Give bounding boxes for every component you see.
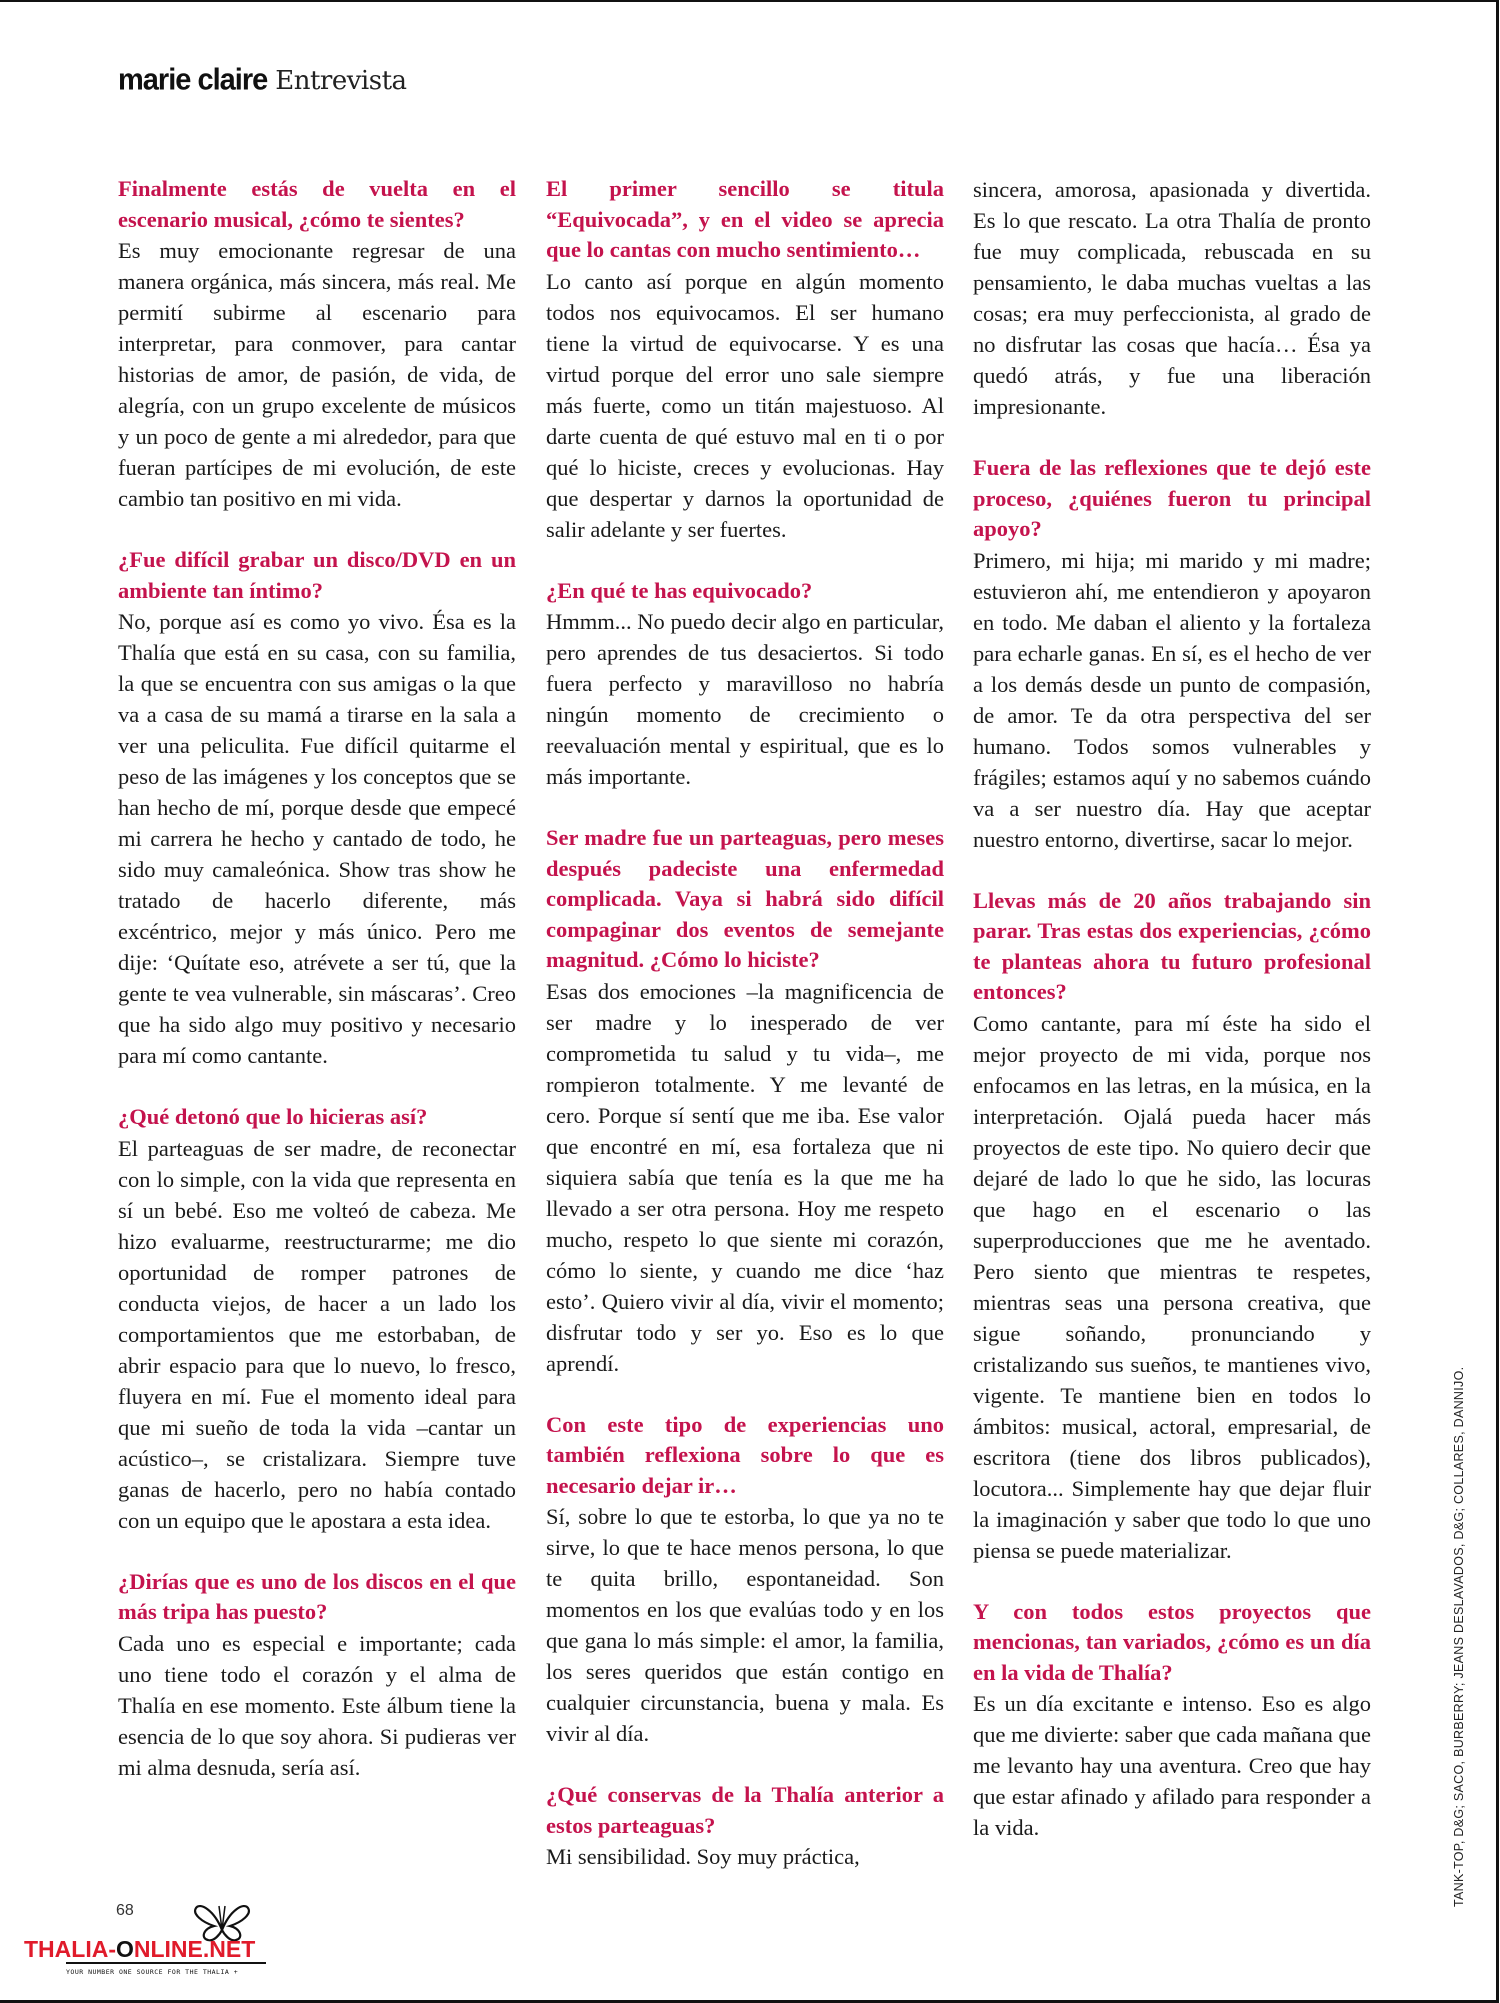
- qa-block: [118, 1102, 516, 1536]
- column-3: [973, 174, 1371, 1874]
- answer: Como cantante, para mí éste ha sido el mejor proyecto de mi vida, porque nos enfocamos en las letras, en la música, en la interpretación. Ojalá pueda hacer más proyectos de este tipo. No quiero decir que dejaré de lado lo que he sido, las locuras que hago en el escenario o las superproducciones que me he aventado. Pero siento que mientras te respetes, mientras seas una persona creativa, que sigue soñando, pronunciando y cristalizando sus sueños, te mantienes vivo, vigente. Te mantiene bien en todos lo ámbitos: musical, actoral, empresarial, de escritora (tiene dos libros publicados), locutora... Simplemente hay que dejar fluir la imaginación y saber que todo lo que uno piensa se puede materializar.: [973, 1010, 1371, 1563]
- qa-block: [546, 576, 944, 793]
- qa-block: [546, 1410, 944, 1750]
- masthead: [118, 64, 407, 97]
- qa-block: [546, 823, 944, 1379]
- section-label: Entrevista: [275, 66, 407, 96]
- page-number: 68: [116, 1902, 134, 1919]
- qa-block: [973, 1597, 1371, 1844]
- answer: Esas dos emociones –la magnificencia de ser madre y lo inesperado de ver comprometida tu salud y tu vida–, me rompieron totalmente. Y me levanté de cero. Porque sí sentí que me iba. Ese valor que encontré en mí, esa fortaleza que ni siquiera sabía que tenía es la que me ha llevado a ser otra persona. Hoy me respeto mucho, respeto lo que siente mi corazón, cómo lo siente, y cuando me dice ‘haz esto’. Quiero vivir al día, vivir el momento; disfrutar todo y ser yo. Eso es lo que aprendí.: [546, 978, 944, 1376]
- answer: No, porque así es como yo vivo. Ésa es la Thalía que está en su casa, con su familia, la que se encuentra con sus amigas o la que va a casa de su mamá a tirarse en la sala a ver una peliculita. Fue difícil quitarme el peso de las imágenes y los conceptos que se han hecho de mí, porque desde que empecé mi carrera he hecho y cantado de todo, he sido muy camaleónica. Show tras show he tratado de hacerlo diferente, más excéntrico, mejor y más único. Pero me dije: ‘Quítate eso, atrévete a ser tú, que la gente te vea vulnerable, sin máscaras’. Creo que ha sido algo muy positivo y necesario para mí como cantante.: [118, 609, 516, 1068]
- fashion-credit: TANK-TOP, D&G; SACO, BURBERRY; JEANS DESLAVADOS, D&G; COLLARES, DANNIJO.: [1452, 1366, 1466, 1907]
- qa-block: [118, 174, 516, 514]
- question: Finalmente estás de vuelta en el escenario musical, ¿cómo te sientes?: [118, 176, 516, 232]
- column-2: [546, 174, 944, 1903]
- qa-block: [973, 453, 1371, 855]
- question: Ser madre fue un parteaguas, pero meses después padeciste una enfermedad complicada. Vaya si habrá sido difícil compaginar dos eventos de semejante magnitud. ¿Cómo lo hiciste?: [546, 825, 944, 972]
- answer: Sí, sobre lo que te estorba, lo que ya no te sirve, lo que te hace menos persona, lo que te quita brillo, espontaneidad. Son momentos en los que evalúas todo y en los que gana lo más simple: el amor, la familia, los seres queridos que están contigo en cualquier circunstancia, buena y mala. Es vivir al día.: [546, 1504, 944, 1746]
- watermark-tagline: YOUR NUMBER ONE SOURCE FOR THE THALIA +: [66, 1968, 239, 1976]
- answer: Es muy emocionante regresar de una manera orgánica, más sincera, más real. Me permití subirme al escenario para interpretar, para conmover, para cantar historias de amor, de pasión, de vida, de alegría, con un grupo excelente de músicos y un poco de gente a mi alrededor, para que fueran partícipes de mi evolución, de este cambio tan positivo en mi vida.: [118, 238, 516, 511]
- column-1: [118, 174, 516, 1814]
- watermark-text-part: O: [115, 1936, 134, 1962]
- qa-block: [546, 174, 944, 545]
- answer: Es un día excitante e intenso. Eso es algo que me divierte: saber que cada mañana que me levanto hay una aventura. Creo que hay que estar afinado y afilado para responder a la vida.: [973, 1691, 1371, 1840]
- qa-block-continued: [973, 174, 1371, 422]
- question: ¿Dirías que es uno de los discos en el que más tripa has puesto?: [118, 1568, 516, 1624]
- watermark-rule: [66, 1962, 266, 1964]
- question: El primer sencillo se titula “Equivocada”, y en el video se aprecia que lo cantas con mucho sentimiento…: [546, 176, 944, 262]
- qa-block: [546, 1780, 944, 1872]
- question: Y con todos estos proyectos que mencionas, tan variados, ¿cómo es un día en la vida de Thalía?: [973, 1598, 1371, 1685]
- question: Fuera de las reflexiones que te dejó este proceso, ¿quiénes fueron tu principal apoyo?: [973, 455, 1371, 541]
- answer: Primero, mi hija; mi marido y mi madre; estuvieron ahí, me entendieron y apoyaron en todo. Me daban el aliento y la fortaleza para echarle ganas. En sí, es el hecho de ver a los demás desde un punto de compasión, de amor. Te da otra perspectiva del ser humano. Todos somos vulnerables y frágiles; estamos aquí y no sabemos cuándo va a ser nuestro día. Hay que aceptar nuestro entorno, divertirse, sacar lo mejor.: [973, 547, 1371, 852]
- question: Con este tipo de experiencias uno también reflexiona sobre lo que es necesario dejar ir…: [546, 1411, 944, 1498]
- brand-logo: marie claire: [118, 63, 268, 97]
- watermark-text-part: THALIA-: [24, 1936, 116, 1962]
- watermark-text: [24, 1936, 255, 1963]
- watermark-logo: [24, 1898, 274, 1978]
- qa-block: [973, 886, 1371, 1566]
- question: ¿Fue difícil grabar un disco/DVD en un ambiente tan íntimo?: [118, 547, 516, 603]
- answer: Mi sensibilidad. Soy muy práctica,: [546, 1844, 860, 1869]
- answer: El parteaguas de ser madre, de reconectar con lo simple, con la vida que representa en sí un bebé. Eso me volteó de cabeza. Me hizo evaluarme, reestructurarme; me dio oportunidad de romper patrones de conducta viejos, de hacer a un lado los comportamientos que me estorbaban, de abrir espacio para que lo nuevo, lo fresco, fluyera en mí. Fue el momento ideal para que mi sueño de toda la vida –cantar un acústico–, se cristalizara. Siempre tuve ganas de hacerlo, pero no había contado con un equipo que le apostara a esta idea.: [118, 1135, 516, 1533]
- answer: Hmmm... No puedo decir algo en particular, pero aprendes de tus desaciertos. Si todo fuera perfecto y maravilloso no habría ningún momento de crecimiento o reevaluación mental y espiritual, que es lo más importante.: [546, 609, 944, 789]
- qa-block: [118, 545, 516, 1071]
- answer: Lo canto así porque en algún momento todos nos equivocamos. El ser humano tiene la virtud de equivocarse. Y es una virtud porque del error uno sale siempre más fuerte, como un titán majestuoso. Al darte cuenta de qué estuvo mal en ti o por qué lo hiciste, creces y evolucionas. Hay que despertar y darnos la oportunidad de salir adelante y ser fuertes.: [546, 268, 944, 542]
- question: Llevas más de 20 años trabajando sin parar. Tras estas dos experiencias, ¿cómo te planteas ahora tu futuro profesional entonces?: [973, 887, 1371, 1004]
- answer: Cada uno es especial e importante; cada uno tiene todo el corazón y el alma de Thalía en ese momento. Este álbum tiene la esencia de lo que soy ahora. Si pudieras ver mi alma desnuda, sería así.: [118, 1630, 516, 1780]
- answer-continued: sincera, amorosa, apasionada y divertida. Es lo que rescato. La otra Thalía de pronto fue muy complicada, rebuscada en su pensamiento, le daba muchas vueltas a las cosas; era muy perfeccionista, al grado de no disfrutar las cosas que hacía… Ésa ya quedó atrás, y fue una liberación impresionante.: [973, 177, 1371, 419]
- question: ¿Qué conservas de la Thalía anterior a estos parteaguas?: [546, 1782, 944, 1838]
- question: ¿En qué te has equivocado?: [546, 577, 813, 603]
- watermark-text-part: NLINE.NET: [133, 1936, 256, 1962]
- question: ¿Qué detonó que lo hicieras así?: [118, 1104, 428, 1129]
- qa-block: [118, 1567, 516, 1783]
